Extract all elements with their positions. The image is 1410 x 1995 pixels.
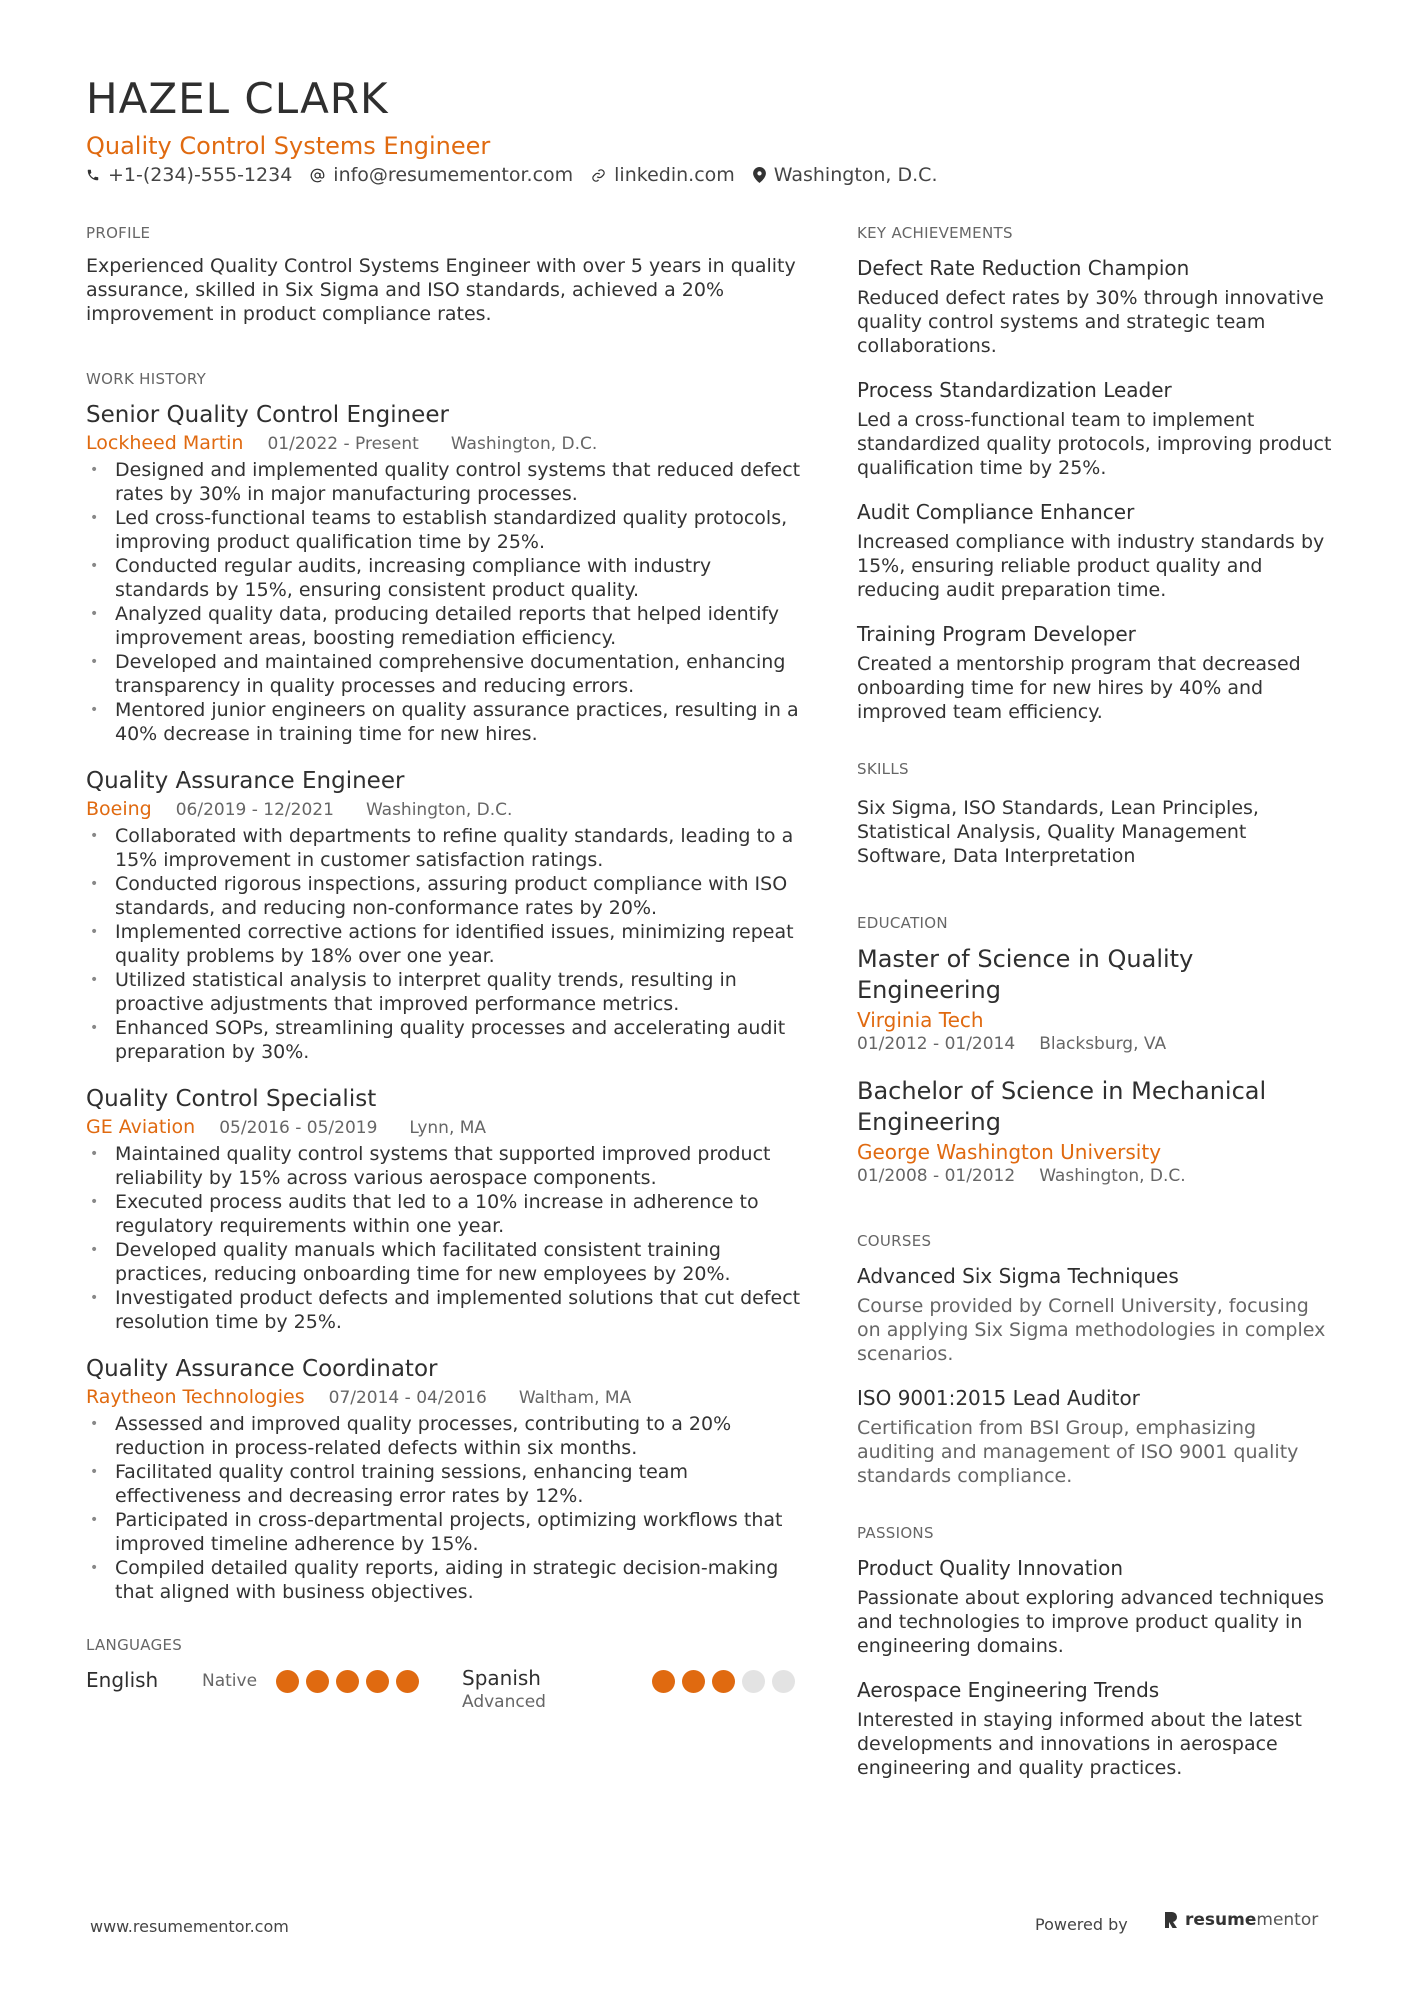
job-bullet: • Implemented corrective actions for identified issues, minimizing repeat quality problems by 18% over one year. — [86, 920, 802, 968]
job-bullet: • Developed and maintained comprehensive documentation, enhancing transparency in quality processes and reducing errors. — [86, 650, 802, 698]
language-level: Native — [202, 1671, 258, 1691]
job-meta — [86, 1116, 802, 1138]
contact-phone[interactable] — [86, 164, 292, 186]
rating-dot-empty — [742, 1670, 765, 1693]
education-section — [857, 914, 1337, 1186]
courses-section — [857, 1232, 1337, 1488]
achievement-title: Process Standardization Leader — [857, 378, 1172, 402]
work-history-section — [86, 370, 802, 1604]
job-location: Washington, D.C. — [365, 800, 513, 820]
skills-list: Six Sigma, ISO Standards, Lean Principles, Statistical Analysis, Quality Management Software, Data Interpretation — [857, 797, 1259, 867]
language-name: English — [86, 1668, 159, 1692]
contact-phone-text: +1-(234)-555-1234 — [108, 164, 293, 186]
job-bullet: • Developed quality manuals which facilitated consistent training practices, reducing onboarding time for new employees by 20%. — [86, 1238, 802, 1286]
passion-desc: Interested in staying informed about the latest developments and innovations in aerospace engineering and quality practices. — [857, 1709, 1302, 1779]
right-column — [857, 224, 1337, 1798]
footer-website-link[interactable]: www.resumementor.com — [90, 1917, 289, 1936]
course-title: ISO 9001:2015 Lead Auditor — [857, 1386, 1140, 1410]
language-name: Spanish — [462, 1666, 541, 1690]
job-entry — [86, 1084, 802, 1334]
education-meta — [857, 1166, 1337, 1186]
education-dates: 01/2008 - 01/2012 — [857, 1166, 1016, 1186]
job-bullet: • Conducted regular audits, increasing compliance with industry standards by 15%, ensuring consistent product quality. — [86, 554, 802, 602]
language-rating — [276, 1670, 426, 1693]
rating-dot-filled — [366, 1670, 389, 1693]
education-school: Virginia Tech — [857, 1008, 984, 1032]
job-dates: 06/2019 - 12/2021 — [175, 800, 334, 820]
language-rating — [652, 1670, 802, 1693]
rating-dot-empty — [772, 1670, 795, 1693]
education-location: Blacksburg, VA — [1039, 1034, 1167, 1054]
education-heading: EDUCATION — [857, 914, 948, 932]
achievement-desc: Increased compliance with industry standards by 15%, ensuring reliable product quality and reducing audit preparation time. — [857, 531, 1325, 601]
languages-heading: LANGUAGES — [86, 1636, 183, 1654]
job-bullet: • Collaborated with departments to refine quality standards, leading to a 15% improvement in customer satisfaction ratings. — [86, 824, 802, 872]
passion-title: Aerospace Engineering Trends — [857, 1678, 1160, 1702]
job-company: Raytheon Technologies — [86, 1386, 305, 1408]
achievement-title: Training Program Developer — [857, 622, 1136, 646]
course-item — [857, 1262, 1337, 1366]
job-dates: 01/2022 - Present — [267, 434, 419, 454]
contact-email-text: info@resumementor.com — [333, 164, 574, 186]
passion-title: Product Quality Innovation — [857, 1556, 1124, 1580]
phone-icon — [86, 168, 100, 182]
rating-dot-filled — [652, 1670, 675, 1693]
course-title: Advanced Six Sigma Techniques — [857, 1264, 1179, 1288]
job-bullet: • Investigated product defects and implemented solutions that cut defect resolution time by 25%. — [86, 1286, 802, 1334]
job-company: GE Aviation — [86, 1116, 196, 1138]
job-bullet: • Facilitated quality control training sessions, enhancing team effectiveness and decreasing error rates by 12%. — [86, 1460, 802, 1508]
achievements-heading: KEY ACHIEVEMENTS — [857, 224, 1013, 242]
achievement-item — [857, 376, 1337, 480]
job-company: Lockheed Martin — [86, 432, 244, 454]
brand-logo-icon — [1163, 1911, 1179, 1929]
rating-dot-filled — [276, 1670, 299, 1693]
achievements-section — [857, 224, 1337, 724]
passions-heading: PASSIONS — [857, 1524, 934, 1542]
profile-heading: PROFILE — [86, 224, 151, 242]
candidate-headline: Quality Control Systems Engineer — [86, 132, 491, 160]
work-history-heading: WORK HISTORY — [86, 370, 207, 388]
link-icon — [591, 168, 606, 183]
education-school: George Washington University — [857, 1140, 1162, 1164]
course-desc: Course provided by Cornell University, focusing on applying Six Sigma methodologies in complex scenarios. — [857, 1295, 1326, 1365]
job-bullets — [86, 1412, 802, 1604]
education-item — [857, 1076, 1337, 1186]
achievement-desc: Created a mentorship program that decreased onboarding time for new hires by 40% and improved team efficiency. — [857, 653, 1301, 723]
rating-dot-filled — [712, 1670, 735, 1693]
job-bullet: • Compiled detailed quality reports, aiding in strategic decision-making that aligned with business objectives. — [86, 1556, 802, 1604]
job-bullet: • Assessed and improved quality processes, contributing to a 20% reduction in process-related defects within six months. — [86, 1412, 802, 1460]
course-desc: Certification from BSI Group, emphasizing auditing and management of ISO 9001 quality standards compliance. — [857, 1417, 1299, 1487]
job-company: Boeing — [86, 798, 152, 820]
profile-summary: Experienced Quality Control Systems Engineer with over 5 years in quality assurance, skilled in Six Sigma and ISO standards, achieved a 20% improvement in product compliance rates. — [86, 255, 796, 325]
brand-name-light: mentor — [1256, 1910, 1319, 1930]
footer-powered-by: Powered by — [1035, 1915, 1128, 1934]
job-location: Waltham, MA — [518, 1388, 632, 1408]
languages-section — [86, 1636, 802, 1726]
job-bullet: • Led cross-functional teams to establish standardized quality protocols, improving product qualification time by 25%. — [86, 506, 802, 554]
rating-dot-filled — [682, 1670, 705, 1693]
skills-heading: SKILLS — [857, 760, 909, 778]
job-entry — [86, 400, 802, 746]
education-degree: Bachelor of Science in Mechanical Engineering — [857, 1077, 1267, 1136]
education-degree: Master of Science in Quality Engineering — [857, 945, 1194, 1004]
course-item — [857, 1384, 1337, 1488]
language-level: Advanced — [462, 1692, 546, 1712]
education-meta — [857, 1034, 1337, 1054]
job-entry — [86, 766, 802, 1064]
contact-email[interactable] — [310, 164, 573, 186]
job-title: Quality Assurance Coordinator — [86, 1356, 438, 1382]
brand-name-bold: resume — [1185, 1910, 1257, 1930]
achievement-item — [857, 498, 1337, 602]
achievement-desc: Reduced defect rates by 30% through innovative quality control systems and strategic team collaborations. — [857, 287, 1324, 357]
contact-bar — [86, 164, 956, 186]
job-meta — [86, 432, 802, 454]
job-bullet: • Enhanced SOPs, streamlining quality processes and accelerating audit preparation by 30%. — [86, 1016, 802, 1064]
job-meta — [86, 1386, 802, 1408]
passion-desc: Passionate about exploring advanced techniques and technologies to improve product quality in engineering domains. — [857, 1587, 1324, 1657]
at-icon — [310, 168, 325, 183]
passion-item — [857, 1676, 1337, 1780]
job-title: Quality Control Specialist — [86, 1086, 377, 1112]
job-entry — [86, 1354, 802, 1604]
education-location: Washington, D.C. — [1039, 1166, 1186, 1186]
rating-dot-filled — [306, 1670, 329, 1693]
achievement-item — [857, 254, 1337, 358]
achievement-title: Defect Rate Reduction Champion — [857, 256, 1190, 280]
education-item — [857, 944, 1337, 1054]
courses-heading: COURSES — [857, 1232, 932, 1250]
job-bullet: • Utilized statistical analysis to interpret quality trends, resulting in proactive adjustments that improved performance metrics. — [86, 968, 802, 1016]
job-bullets — [86, 1142, 802, 1334]
passion-item — [857, 1554, 1337, 1658]
job-bullet: • Participated in cross-departmental projects, optimizing workflows that improved timeline adherence by 15%. — [86, 1508, 802, 1556]
job-title: Quality Assurance Engineer — [86, 768, 405, 794]
job-bullet: • Designed and implemented quality control systems that reduced defect rates by 30% in major manufacturing processes. — [86, 458, 802, 506]
job-location: Lynn, MA — [409, 1118, 487, 1138]
job-bullet: • Executed process audits that led to a 10% increase in adherence to regulatory requirements within one year. — [86, 1190, 802, 1238]
job-bullets — [86, 824, 802, 1064]
job-bullets — [86, 458, 802, 746]
job-bullet: • Mentored junior engineers on quality assurance practices, resulting in a 40% decrease in training time for new hires. — [86, 698, 802, 746]
contact-location-text: Washington, D.C. — [773, 164, 938, 186]
languages-row — [86, 1666, 802, 1726]
rating-dot-filled — [336, 1670, 359, 1693]
job-bullet: • Maintained quality control systems that supported improved product reliability by 15% across various aerospace components. — [86, 1142, 802, 1190]
left-column — [86, 224, 802, 1726]
job-bullet: • Conducted rigorous inspections, assuring product compliance with ISO standards, and reducing non-conformance rates by 20%. — [86, 872, 802, 920]
education-dates: 01/2012 - 01/2014 — [857, 1034, 1016, 1054]
job-bullet: • Analyzed quality data, producing detailed reports that helped identify improvement areas, boosting remediation efficiency. — [86, 602, 802, 650]
contact-linkedin[interactable] — [591, 164, 735, 186]
job-meta — [86, 798, 802, 820]
candidate-name: HAZEL CLARK — [86, 74, 389, 123]
passions-section — [857, 1524, 1337, 1780]
location-pin-icon — [753, 167, 766, 183]
rating-dot-filled — [396, 1670, 419, 1693]
footer-brand-logo[interactable] — [1163, 1910, 1318, 1930]
job-dates: 07/2014 - 04/2016 — [328, 1388, 487, 1408]
job-title: Senior Quality Control Engineer — [86, 402, 449, 428]
job-dates: 05/2016 - 05/2019 — [219, 1118, 378, 1138]
contact-linkedin-text: linkedin.com — [614, 164, 735, 186]
achievement-title: Audit Compliance Enhancer — [857, 500, 1135, 524]
job-location: Washington, D.C. — [450, 434, 598, 454]
contact-location — [753, 164, 938, 186]
achievement-item — [857, 620, 1337, 724]
achievement-desc: Led a cross-functional team to implement standardized quality protocols, improving product qualification time by 25%. — [857, 409, 1332, 479]
profile-section — [86, 224, 802, 326]
skills-section — [857, 760, 1337, 868]
